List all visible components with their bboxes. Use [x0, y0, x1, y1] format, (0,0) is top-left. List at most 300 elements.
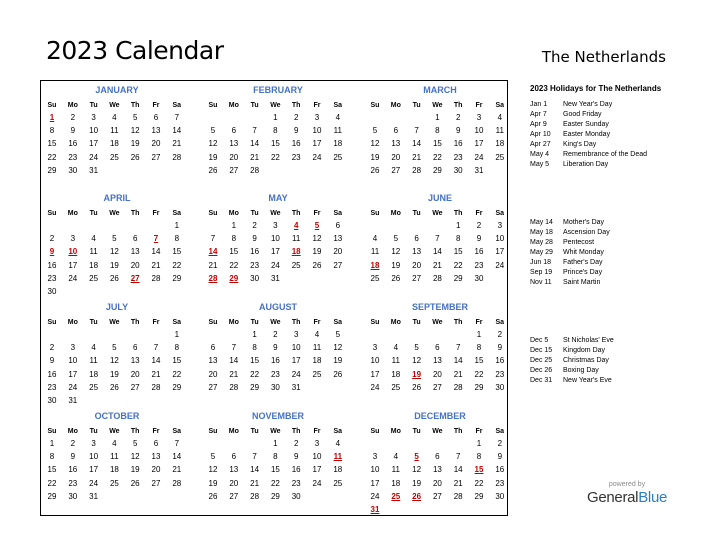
holiday-date-label: Dec 25 [530, 357, 553, 364]
calendar-date: 22 [270, 478, 280, 488]
calendar-date: 7 [210, 234, 216, 244]
holiday-row [530, 366, 700, 376]
weekday-label: Fr [313, 428, 321, 435]
weekday-label: Th [291, 210, 301, 217]
holiday-row [530, 160, 700, 170]
calendar-date: 10 [89, 452, 99, 462]
weekday-label: Sa [495, 428, 505, 435]
holiday-name: Mother's Day [563, 219, 605, 226]
calendar-date: 14 [151, 247, 161, 257]
calendar-date: 2 [497, 439, 503, 448]
calendar-date: 22 [47, 478, 57, 488]
calendar-date: 14 [229, 356, 239, 366]
calendar-date: 6 [231, 126, 237, 136]
holidays-title: 2023 Holidays for The Netherlands [530, 84, 662, 93]
weekday-label: We [432, 319, 443, 326]
calendar-date: 26 [130, 478, 140, 488]
calendar-date: 24 [291, 369, 301, 379]
calendar-date: 5 [112, 234, 117, 244]
holiday-date-label: May 4 [530, 151, 550, 158]
weekday-label: Sa [333, 428, 343, 435]
calendar-date: 9 [252, 234, 257, 244]
calendar-date: 5 [335, 330, 341, 339]
calendar-date: 1 [273, 113, 278, 122]
calendar-date: 14 [412, 139, 422, 149]
calendar-date: 20 [229, 478, 239, 488]
month-name: NOVEMBER [251, 411, 304, 421]
weekday-label: Sa [172, 319, 182, 326]
calendar-date: 16 [47, 369, 57, 379]
calendar-date: 9 [293, 452, 299, 462]
calendar-date: 21 [453, 369, 463, 379]
calendar-date: 17 [89, 465, 99, 475]
calendar-date: 19 [370, 152, 380, 162]
calendar-date: 19 [109, 260, 119, 270]
calendar-date: 6 [132, 343, 138, 353]
weekday-label: We [270, 102, 281, 109]
calendar-date: 27 [391, 165, 401, 175]
calendar-date: 22 [474, 369, 484, 379]
brand-name [584, 489, 670, 507]
holiday-name: New Year's Day [563, 101, 613, 108]
calendar-date: 26 [208, 165, 218, 175]
calendar-date: 13 [208, 356, 218, 366]
month-name: DECEMBER [414, 411, 466, 421]
holiday-date-label: Dec 15 [530, 347, 553, 354]
calendar-date: 14 [432, 247, 442, 257]
calendar-date: 6 [231, 452, 237, 462]
calendar-date: 23 [453, 152, 463, 162]
calendar-date: 26 [312, 260, 322, 270]
weekday-label: We [270, 210, 281, 217]
calendar-date: 10 [312, 452, 322, 462]
calendar-date: 23 [270, 369, 280, 379]
calendar-date: 12 [208, 139, 218, 149]
calendar-date: 4 [393, 343, 399, 353]
calendar-date: 15 [432, 139, 442, 149]
weekday-label: Fr [152, 319, 160, 326]
calendar-date: 5 [414, 343, 419, 353]
weekday-label: Mo [67, 428, 78, 435]
calendar-date: 21 [172, 465, 182, 475]
calendar-date: 4 [314, 330, 320, 339]
calendar-date: 2 [49, 234, 55, 244]
calendar-date: 26 [130, 152, 140, 162]
calendar-date: 16 [270, 356, 280, 366]
calendar-date: 13 [130, 247, 140, 257]
calendar-date: 6 [335, 221, 341, 230]
calendar-date: 23 [68, 478, 78, 488]
calendar-date: 16 [453, 139, 463, 149]
calendar-date: 25 [109, 152, 119, 162]
holiday-name: St Nicholas' Eve [563, 337, 614, 344]
calendar-date: 28 [229, 382, 239, 392]
calendar-date: 14 [151, 356, 161, 366]
calendar-date: 30 [250, 273, 260, 283]
calendar-date: 14 [453, 356, 463, 366]
calendar-grid [40, 80, 508, 516]
calendar-date: 28 [151, 273, 161, 283]
calendar-date: 12 [333, 343, 343, 353]
calendar-date: 15 [270, 465, 280, 475]
weekday-label: We [109, 210, 120, 217]
weekday-label: Tu [412, 319, 421, 326]
calendar-date: 21 [250, 152, 260, 162]
weekday-label: Tu [250, 210, 259, 217]
holiday-name: Easter Sunday [563, 121, 609, 128]
weekday-header [364, 100, 516, 112]
calendar-date: 6 [153, 439, 159, 448]
calendar-date: 27 [208, 382, 218, 392]
calendar-date: 1 [476, 330, 482, 339]
weekday-label: Su [47, 319, 57, 326]
weekday-label: Sa [333, 102, 343, 109]
calendar-date: 27 [333, 260, 343, 270]
calendar-date: 12 [109, 247, 119, 257]
calendar-date: 14 [250, 465, 260, 475]
calendar-date: 28 [250, 491, 260, 501]
weekday-header [202, 100, 354, 112]
calendar-date: 27 [229, 491, 239, 501]
calendar-date: 26 [333, 369, 343, 379]
calendar-date: 13 [229, 139, 239, 149]
brand-name-part2: Blue [638, 489, 668, 506]
holiday-name: New Year's Eve [563, 377, 612, 384]
calendar-date: 2 [293, 113, 299, 122]
calendar-date: 20 [391, 152, 401, 162]
calendar-date: 21 [453, 478, 463, 488]
weekday-label: Fr [313, 319, 321, 326]
holiday-row [530, 140, 700, 150]
weekday-label: Th [453, 102, 463, 109]
calendar-date: 11 [312, 343, 322, 353]
weekday-label: We [432, 428, 443, 435]
month-september [364, 300, 516, 392]
holiday-date: 5 [314, 221, 320, 230]
calendar-date: 28 [250, 165, 260, 175]
weekday-label: Tu [250, 319, 259, 326]
brand-logo [584, 480, 670, 507]
calendar-date: 16 [291, 465, 301, 475]
weekday-label: Fr [152, 210, 160, 217]
weekday-label: Tu [89, 102, 98, 109]
calendar-date: 12 [412, 356, 422, 366]
calendar-date: 17 [68, 260, 78, 270]
weekday-label: We [432, 102, 443, 109]
holiday-date-label: Apr 27 [530, 141, 551, 148]
calendar-date: 19 [391, 260, 401, 270]
month-name: JULY [105, 302, 129, 312]
calendar-date: 31 [270, 273, 280, 283]
calendar-date: 22 [172, 260, 182, 270]
holiday-row [530, 258, 700, 268]
calendar-date: 20 [151, 139, 161, 149]
holiday-name: Father's Day [563, 259, 603, 266]
calendar-date: 9 [273, 343, 278, 353]
calendar-date: 18 [312, 356, 322, 366]
calendar-date: 18 [391, 369, 401, 379]
calendar-date: 10 [474, 126, 484, 136]
calendar-date: 30 [453, 165, 463, 175]
weekday-label: Tu [412, 102, 421, 109]
weekday-label: Th [291, 102, 301, 109]
calendar-date: 27 [432, 382, 442, 392]
calendar-date: 2 [252, 221, 257, 230]
calendar-date: 30 [474, 273, 484, 283]
calendar-date: 15 [47, 465, 57, 475]
holiday-date: 14 [208, 247, 218, 257]
calendar-date: 23 [68, 152, 78, 162]
holiday-row [530, 130, 700, 140]
calendar-date: 19 [208, 152, 218, 162]
calendar-date: 7 [455, 452, 461, 462]
weekday-label: Sa [172, 102, 182, 109]
weekday-label: Sa [172, 210, 182, 217]
calendar-date: 17 [270, 247, 280, 257]
weekday-label: Sa [333, 210, 343, 217]
calendar-date: 16 [47, 260, 57, 270]
holiday-name: Easter Monday [563, 131, 611, 138]
calendar-date: 18 [89, 260, 99, 270]
calendar-date: 24 [89, 152, 99, 162]
calendar-date: 11 [391, 356, 400, 366]
weekday-label: Fr [313, 102, 321, 109]
calendar-date: 18 [495, 139, 505, 149]
holiday-group [530, 100, 700, 170]
calendar-date: 7 [174, 113, 180, 122]
holiday-row [530, 100, 700, 110]
weekday-label: We [270, 428, 281, 435]
holiday-date: 11 [333, 452, 343, 462]
holiday-row [530, 376, 700, 386]
weekday-label: Su [208, 102, 218, 109]
calendar-date: 18 [333, 139, 343, 149]
calendar-date: 25 [109, 478, 119, 488]
weekday-label: Sa [172, 428, 182, 435]
calendar-date: 21 [151, 260, 161, 270]
holiday-date: 29 [229, 273, 239, 283]
holiday-row [530, 356, 700, 366]
holiday-row [530, 150, 700, 160]
calendar-date: 15 [172, 356, 182, 366]
calendar-date: 30 [291, 491, 301, 501]
calendar-date: 3 [91, 439, 96, 448]
calendar-date: 22 [453, 260, 463, 270]
calendar-date: 4 [372, 234, 378, 244]
calendar-date: 8 [476, 343, 482, 353]
calendar-date: 27 [432, 491, 442, 501]
month-august [202, 300, 354, 392]
calendar-date: 20 [151, 465, 161, 475]
holiday-date: 31 [370, 505, 380, 514]
holiday-row [530, 218, 700, 228]
page-title: 2023 Calendar [46, 36, 224, 65]
calendar-date: 17 [495, 247, 505, 257]
calendar-date: 8 [49, 126, 55, 136]
month-february [202, 83, 354, 175]
calendar-date: 24 [68, 382, 78, 392]
calendar-date: 17 [291, 356, 301, 366]
calendar-date: 27 [151, 478, 161, 488]
calendar-date: 3 [314, 439, 320, 448]
weekday-label: Fr [475, 210, 483, 217]
calendar-date: 16 [291, 139, 301, 149]
weekday-label: Tu [412, 428, 421, 435]
calendar-date: 23 [47, 382, 57, 392]
calendar-date: 21 [208, 260, 218, 270]
weekday-label: Th [453, 428, 463, 435]
weekday-label: Th [130, 319, 140, 326]
calendar-date: 17 [370, 478, 380, 488]
weekday-label: Mo [390, 102, 401, 109]
weekday-label: Th [453, 210, 463, 217]
calendar-date: 17 [474, 139, 484, 149]
calendar-date: 17 [89, 139, 99, 149]
calendar-date: 25 [89, 382, 99, 392]
calendar-date: 11 [292, 234, 301, 244]
calendar-date: 8 [174, 234, 180, 244]
month-november [202, 409, 354, 501]
weekday-header [41, 426, 193, 438]
calendar-date: 19 [208, 478, 218, 488]
weekday-label: Su [208, 319, 218, 326]
calendar-date: 28 [453, 491, 463, 501]
calendar-date: 29 [270, 491, 280, 501]
calendar-date: 16 [250, 247, 260, 257]
holiday-name: Liberation Day [563, 161, 609, 168]
holiday-row [530, 278, 700, 288]
calendar-date: 20 [229, 152, 239, 162]
calendar-date: 23 [47, 273, 57, 283]
calendar-date: 4 [335, 113, 341, 122]
calendar-date: 22 [172, 369, 182, 379]
calendar-date: 6 [435, 452, 440, 462]
calendar-date: 25 [495, 152, 505, 162]
holidays-panel [530, 84, 700, 384]
calendar-date: 24 [68, 273, 78, 283]
weekday-label: Mo [390, 210, 401, 217]
calendar-date: 31 [89, 165, 99, 175]
calendar-date: 10 [68, 356, 78, 366]
holiday-date-label: Dec 5 [530, 337, 549, 344]
calendar-date: 29 [474, 491, 484, 501]
calendar-date: 6 [435, 343, 440, 353]
calendar-date: 29 [172, 273, 182, 283]
calendar-date: 9 [49, 356, 55, 366]
holiday-name: Kingdom Day [563, 347, 606, 354]
calendar-date: 3 [70, 234, 76, 244]
calendar-date: 25 [89, 273, 99, 283]
calendar-date: 15 [47, 139, 57, 149]
month-october [41, 409, 193, 501]
month-name: MAY [268, 193, 288, 203]
month-name: JANUARY [95, 85, 139, 95]
calendar-date: 5 [372, 126, 378, 136]
calendar-date: 10 [291, 343, 301, 353]
powered-by-label: powered by [608, 481, 646, 488]
calendar-date: 20 [333, 247, 343, 257]
calendar-date: 24 [312, 152, 322, 162]
weekday-label: Th [291, 428, 301, 435]
calendar-date: 1 [231, 221, 237, 230]
calendar-date: 12 [109, 356, 119, 366]
month-march [364, 83, 516, 175]
weekday-label: We [432, 210, 443, 217]
weekday-label: Su [370, 319, 380, 326]
month-april [41, 191, 193, 296]
calendar-date: 12 [130, 452, 140, 462]
weekday-label: We [109, 102, 120, 109]
weekday-header [364, 208, 516, 220]
calendar-date: 18 [333, 465, 343, 475]
calendar-date: 3 [497, 221, 503, 230]
calendar-date: 25 [391, 382, 401, 392]
calendar-date: 26 [412, 382, 422, 392]
weekday-label: Fr [475, 102, 483, 109]
calendar-date: 1 [455, 221, 461, 230]
calendar-date: 7 [153, 343, 159, 353]
calendar-date: 28 [453, 382, 463, 392]
calendar-date: 2 [49, 343, 55, 353]
weekday-label: Fr [152, 428, 160, 435]
calendar-date: 27 [151, 152, 161, 162]
calendar-date: 28 [172, 478, 182, 488]
calendar-date: 11 [110, 452, 119, 462]
calendar-date: 10 [270, 234, 280, 244]
calendar-date: 31 [291, 382, 301, 392]
holiday-date-label: May 28 [530, 239, 553, 246]
calendar-date: 2 [273, 330, 278, 339]
calendar-date: 13 [432, 356, 442, 366]
calendar-date: 5 [210, 452, 216, 462]
calendar-date: 26 [391, 273, 401, 283]
calendar-date: 12 [130, 126, 140, 136]
calendar-date: 29 [47, 491, 57, 501]
holiday-row [530, 238, 700, 248]
holiday-date-label: Apr 9 [530, 121, 547, 128]
weekday-label: Mo [67, 319, 78, 326]
calendar-date: 3 [372, 343, 378, 353]
calendar-date: 22 [270, 152, 280, 162]
calendar-date: 17 [312, 465, 322, 475]
calendar-date: 26 [109, 273, 119, 283]
holiday-name: Good Friday [563, 111, 602, 118]
holiday-date: 10 [68, 247, 78, 257]
weekday-label: Fr [475, 428, 483, 435]
calendar-date: 9 [476, 234, 482, 244]
calendar-date: 5 [132, 439, 138, 448]
calendar-date: 9 [497, 452, 503, 462]
calendar-date: 30 [68, 491, 78, 501]
weekday-label: Th [130, 210, 140, 217]
holiday-date-label: May 5 [530, 161, 550, 168]
calendar-date: 20 [130, 260, 140, 270]
calendar-date: 26 [370, 165, 380, 175]
weekday-label: Sa [495, 319, 505, 326]
calendar-date: 1 [476, 439, 482, 448]
month-june [364, 191, 516, 283]
calendar-date: 19 [130, 139, 140, 149]
calendar-date: 11 [89, 247, 98, 257]
calendar-date: 21 [172, 139, 182, 149]
calendar-date: 15 [172, 247, 182, 257]
calendar-date: 3 [476, 113, 482, 122]
holiday-date-label: May 29 [530, 249, 553, 256]
calendar-date: 16 [474, 247, 484, 257]
weekday-label: Fr [313, 210, 321, 217]
calendar-date: 20 [208, 369, 218, 379]
calendar-date: 7 [174, 439, 180, 448]
